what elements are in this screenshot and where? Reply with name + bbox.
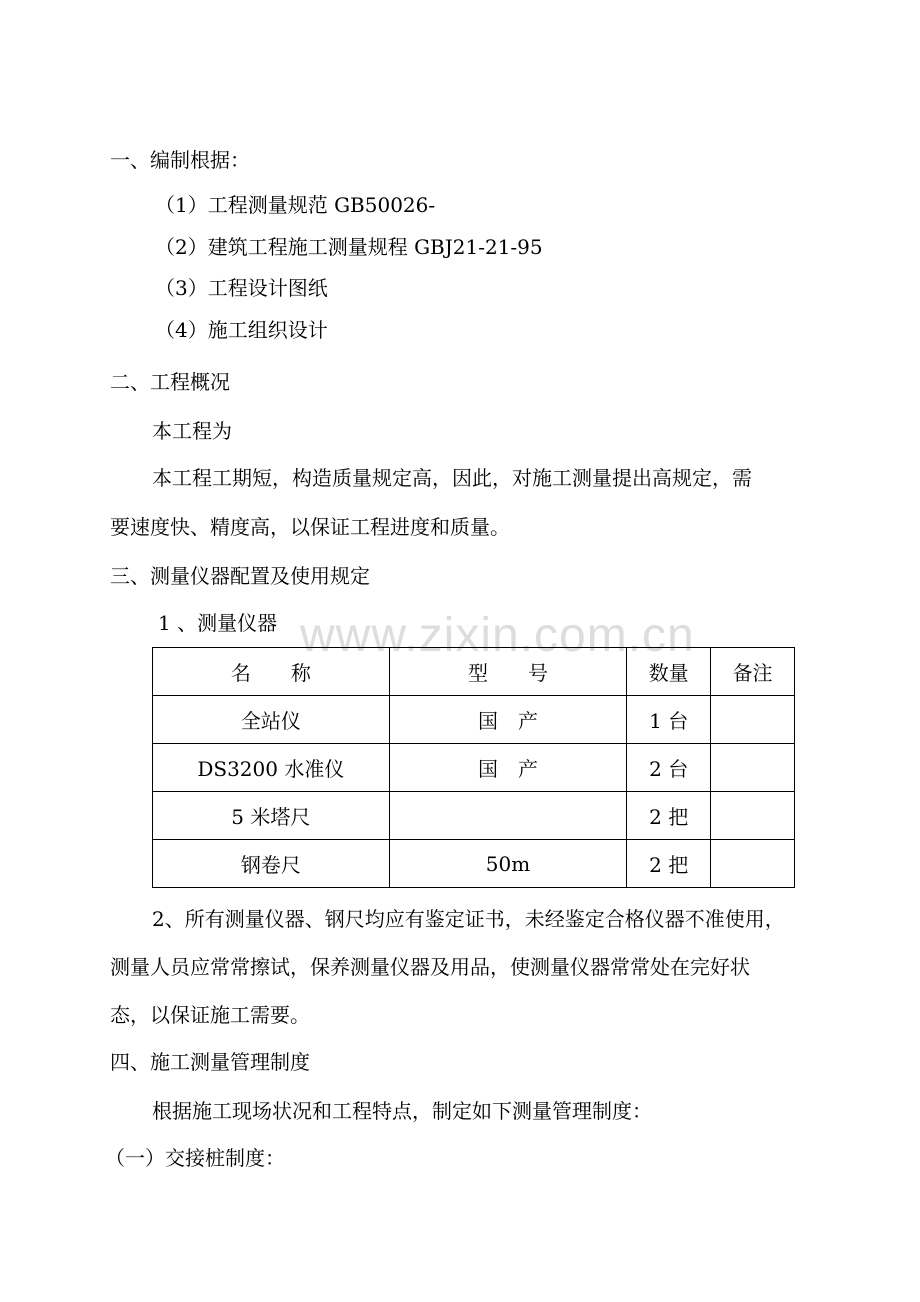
reference-item-1: （1）工程测量规范 GB50026-	[155, 193, 436, 217]
reference-item-2: （2）建筑工程施工测量规程 GBJ21-21-95	[155, 235, 543, 259]
table-cell: 国 产	[389, 744, 627, 792]
table-cell: 钢卷尺	[153, 840, 390, 888]
table-cell	[711, 792, 795, 840]
overview-paragraph-1: 本工程为	[152, 419, 232, 443]
instrument-table	[152, 647, 795, 888]
table-row	[153, 792, 795, 840]
table-row	[153, 744, 795, 792]
table-header-cell: 数量	[627, 648, 711, 696]
table-cell: 2 把	[627, 840, 711, 888]
reference-item-4: （4）施工组织设计	[155, 318, 328, 342]
table-cell: 5 米塔尺	[153, 792, 390, 840]
table-cell: 国 产	[389, 696, 627, 744]
section-1-heading: 一、编制根据：	[110, 148, 250, 172]
overview-paragraph-2-line-2: 要速度快、精度高，以保证工程进度和质量。	[110, 515, 510, 539]
table-row	[153, 840, 795, 888]
table-cell	[711, 696, 795, 744]
usage-paragraph-line-1: 2、所有测量仪器、钢尺均应有鉴定证书，未经鉴定合格仪器不准使用，	[152, 907, 785, 931]
table-cell: 2 把	[627, 792, 711, 840]
reference-item-3: （3）工程设计图纸	[155, 276, 328, 300]
table-row	[153, 696, 795, 744]
watermark: www.zixin.com.cn	[300, 609, 695, 662]
handover-subheading: （一）交接桩制度：	[105, 1146, 285, 1170]
overview-paragraph-2-line-1: 本工程工期短，构造质量规定高，因此，对施工测量提出高规定，需	[152, 466, 752, 490]
usage-paragraph-line-3: 态，以保证施工需要。	[110, 1003, 310, 1027]
usage-paragraph-line-2: 测量人员应常常擦试，保养测量仪器及用品，使测量仪器常常处在完好状	[110, 955, 750, 979]
table-header-cell: 型 号	[389, 648, 627, 696]
section-4-heading: 四、施工测量管理制度	[110, 1050, 310, 1074]
table-cell	[711, 840, 795, 888]
management-paragraph: 根据施工现场状况和工程特点，制定如下测量管理制度：	[152, 1099, 652, 1123]
table-cell: 全站仪	[153, 696, 390, 744]
table-cell: DS3200 水准仪	[153, 744, 390, 792]
section-3-heading: 三、测量仪器配置及使用规定	[110, 564, 370, 588]
table-cell	[711, 744, 795, 792]
section-2-heading: 二、工程概况	[110, 370, 230, 394]
table-cell: 1 台	[627, 696, 711, 744]
table-cell: 2 台	[627, 744, 711, 792]
table-header-row	[153, 648, 795, 696]
instruments-subheading: 1 、测量仪器	[158, 611, 278, 635]
table-cell	[389, 792, 627, 840]
table-header-cell: 备注	[711, 648, 795, 696]
table-header-cell: 名 称	[153, 648, 390, 696]
table-cell: 50m	[389, 840, 627, 888]
